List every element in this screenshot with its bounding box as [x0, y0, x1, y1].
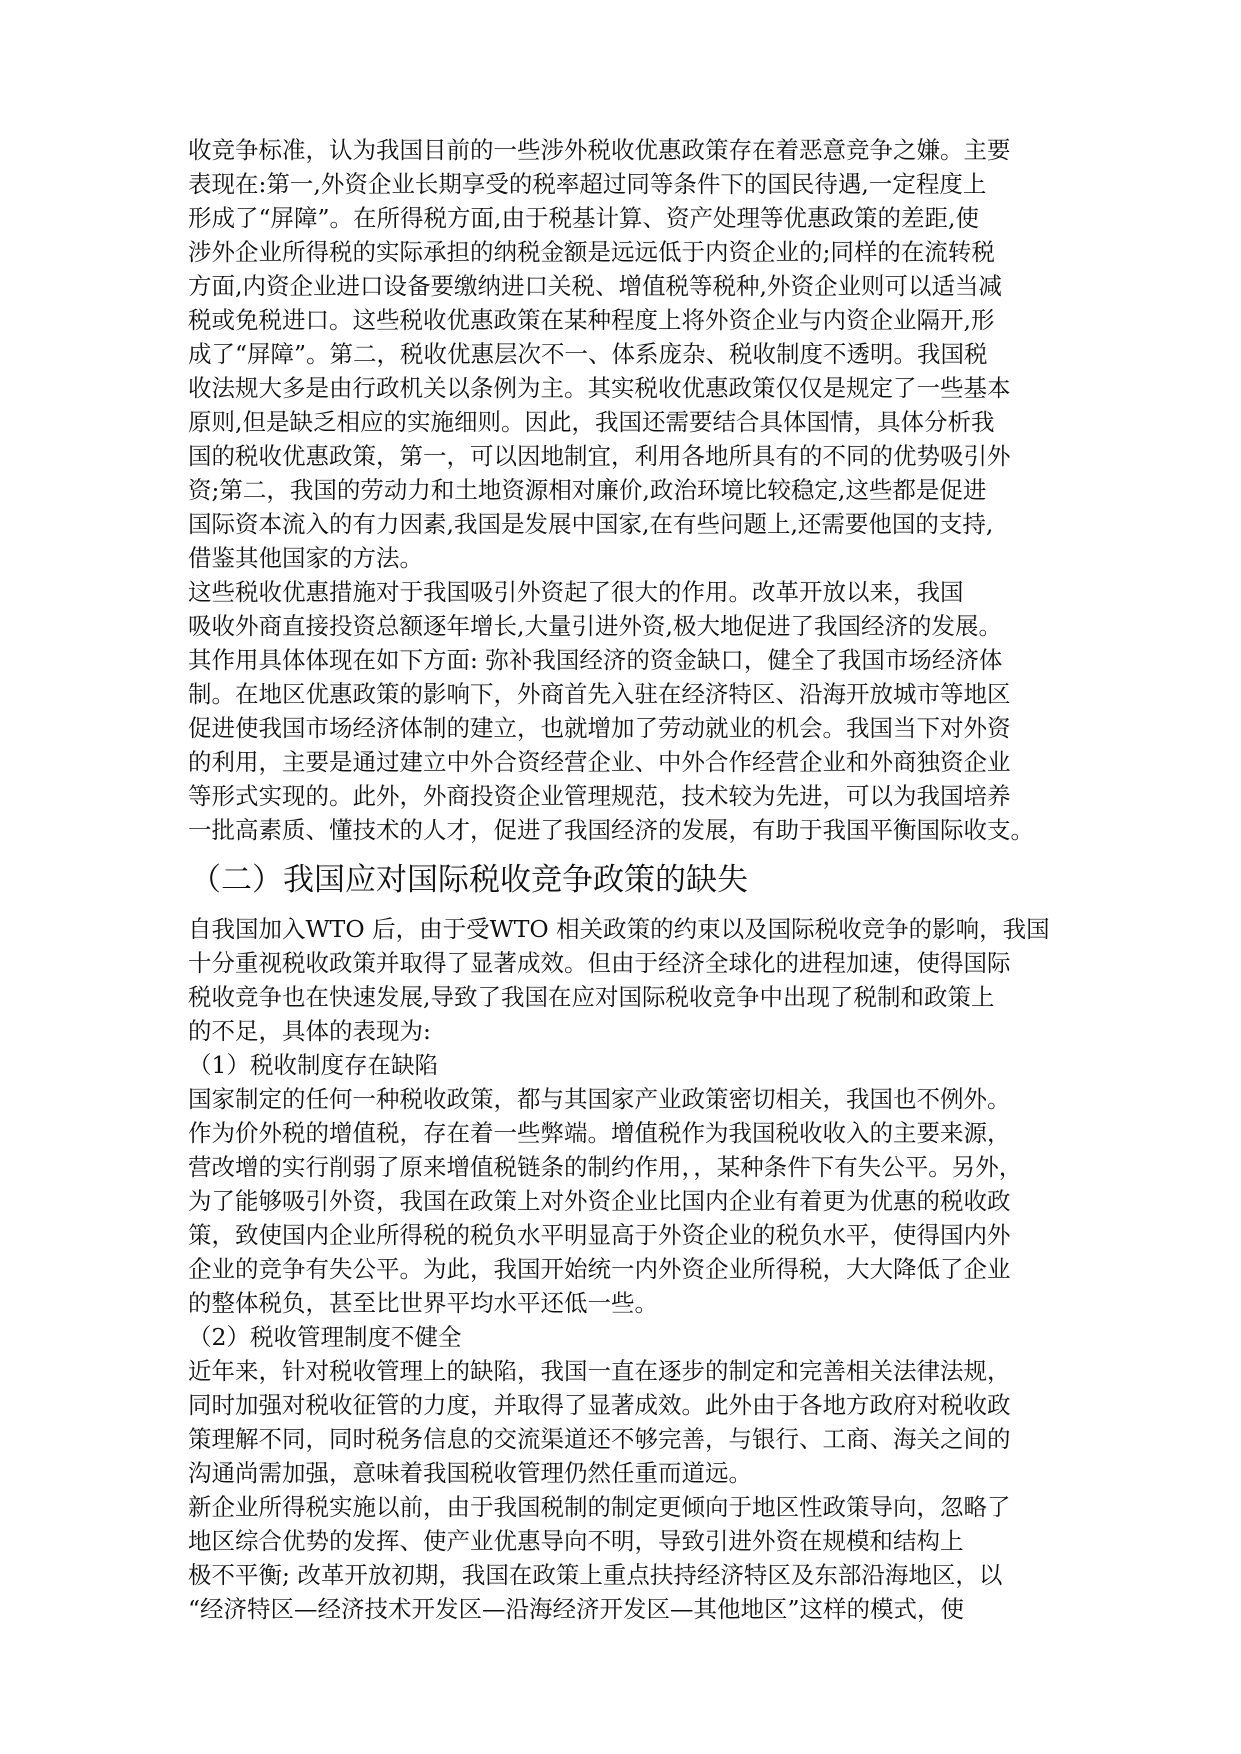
- text-line: 表现在:第一,外资企业长期享受的税率超过同等条件下的国民待遇,一定程度上: [188, 170, 987, 198]
- text-line: 十分重视税收政策并取得了显著成效。但由于经济全球化的进程加速，使得国际: [188, 949, 1011, 977]
- text-line: 地区综合优势的发挥、使产业优惠导向不明，导致引进外资在规模和结构上: [188, 1527, 964, 1555]
- text-line: 为了能够吸引外资，我国在政策上对外资企业比国内企业有着更为优惠的税收政: [188, 1187, 1011, 1215]
- text-line: 的整体税负，甚至比世界平均水平还低一些。: [188, 1289, 658, 1317]
- text-line: 促进使我国市场经济体制的建立，也就增加了劳动就业的机会。我国当下对外资: [188, 714, 1011, 742]
- text-line: 的利用，主要是通过建立中外合资经营企业、中外合作经营企业和外商独资企业: [188, 748, 1011, 776]
- text-line: 一批高素质、懂技术的人才，促进了我国经济的发展，有助于我国平衡国际收支。: [188, 816, 1034, 844]
- text-line: 其作用具体体现在如下方面: 弥补我国经济的资金缺口，健全了我国市场经济体: [188, 646, 1003, 674]
- text-line: 近年来，针对税收管理上的缺陷，我国一直在逐步的制定和完善相关法律法规，: [188, 1357, 1011, 1385]
- text-line: 国家制定的任何一种税收政策，都与其国家产业政策密切相关，我国也不例外。: [188, 1085, 1011, 1113]
- text-line: 策理解不同，同时税务信息的交流渠道还不够完善，与银行、工商、海关之间的: [188, 1425, 1011, 1453]
- text-line: 自我国加入WTO 后，由于受WTO 相关政策的约束以及国际税收竞争的影响，我国: [188, 915, 1050, 943]
- subheading: （1）税收制度存在缺陷: [188, 1051, 438, 1079]
- text-line: “经济特区—经济技术开发区—沿海经济开发区—其他地区”这样的模式，使: [188, 1595, 965, 1623]
- text-line: 方面,内资企业进口设备要缴纳进口关税、增值税等税种,外资企业则可以适当减: [188, 272, 1002, 300]
- text-line: 的不足，具体的表现为:: [188, 1017, 431, 1045]
- text-line: 策，致使国内企业所得税的税负水平明显高于外资企业的税负水平，使得国内外: [188, 1221, 1011, 1249]
- text-line: 成了“屏障”。第二，税收优惠层次不一、体系庞杂、税收制度不透明。我国税: [188, 340, 988, 368]
- text-line: 营改增的实行削弱了原来增值税链条的制约作用，，某种条件下有失公平。另外，: [188, 1153, 1023, 1181]
- text-line: 借鉴其他国家的方法。: [188, 544, 423, 572]
- text-line: 沟通尚需加强，意味着我国税收管理仍然任重而道远。: [188, 1459, 752, 1487]
- text-line: 吸收外商直接投资总额逐年增长,大量引进外资,极大地促进了我国经济的发展。: [188, 612, 1002, 640]
- text-line: 资;第二，我国的劳动力和土地资源相对廉价,政治环境比较稳定,这些都是促进: [188, 476, 987, 504]
- text-line: 涉外企业所得税的实际承担的纳税金额是远远低于内资企业的;同样的在流转税: [188, 238, 995, 266]
- text-line: 国际资本流入的有力因素,我国是发展中国家,在有些问题上,还需要他国的支持,: [188, 510, 994, 538]
- text-line: 这些税收优惠措施对于我国吸引外资起了很大的作用。改革开放以来，我国: [188, 578, 964, 606]
- text-line: 税或免税进口。这些税收优惠政策在某种程度上将外资企业与内资企业隔开,形: [188, 306, 995, 334]
- text-line: 形成了“屏障”。在所得税方面,由于税基计算、资产处理等优惠政策的差距,使: [188, 204, 979, 232]
- text-line: 国的税收优惠政策，第一，可以因地制宜，利用各地所具有的不同的优势吸引外: [188, 442, 1011, 470]
- text-line: 收竞争标准，认为我国目前的一些涉外税收优惠政策存在着恶意竞争之嫌。主要: [188, 136, 1011, 164]
- text-line: 新企业所得税实施以前，由于我国税制的制定更倾向于地区性政策导向，忽略了: [188, 1493, 1011, 1521]
- text-line: 收法规大多是由行政机关以条例为主。其实税收优惠政策仅仅是规定了一些基本: [188, 374, 1011, 402]
- text-line: 税收竞争也在快速发展,导致了我国在应对国际税收竞争中出现了税制和政策上: [188, 983, 995, 1011]
- subheading: （2）税收管理制度不健全: [188, 1323, 462, 1351]
- text-line: 企业的竞争有失公平。为此，我国开始统一内外资企业所得税，大大降低了企业: [188, 1255, 1011, 1283]
- text-line: 同时加强对税收征管的力度，并取得了显著成效。此外由于各地方政府对税收政: [188, 1391, 1011, 1419]
- text-line: 等形式实现的。此外，外商投资企业管理规范，技术较为先进，可以为我国培养: [188, 782, 1011, 810]
- text-line: 制。在地区优惠政策的影响下，外商首先入驻在经济特区、沿海开放城市等地区: [188, 680, 1011, 708]
- section-heading: （二）我国应对国际税收竞争政策的缺失: [190, 862, 748, 898]
- text-line: 极不平衡; 改革开放初期，我国在政策上重点扶持经济特区及东部沿海地区，以: [188, 1561, 1003, 1589]
- text-line: 作为价外税的增值税，存在着一些弊端。增值税作为我国税收收入的主要来源，: [188, 1119, 1011, 1147]
- text-line: 原则,但是缺乏相应的实施细则。因此，我国还需要结合具体国情，具体分析我: [188, 408, 995, 436]
